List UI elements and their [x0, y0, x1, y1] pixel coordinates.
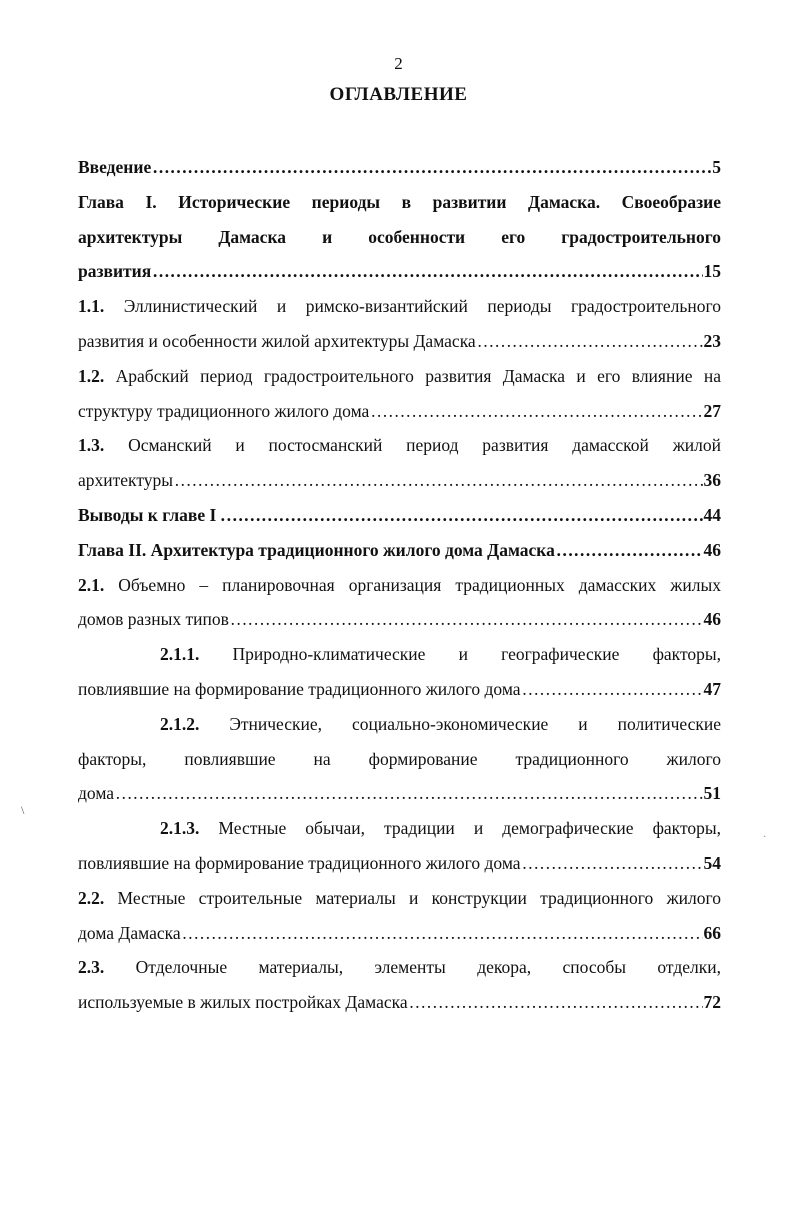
- toc-entry-title: [78, 776, 114, 811]
- toc-entry-title-text: Выводы к главе I .: [78, 504, 226, 525]
- toc-entry: [78, 150, 721, 185]
- toc-entry: [78, 637, 721, 707]
- toc-page-number: 15: [703, 261, 721, 282]
- toc-entry-title: [78, 846, 521, 881]
- toc-entry-last-line: [78, 394, 721, 429]
- toc-entry: [78, 498, 721, 533]
- dot-leader: [522, 846, 703, 881]
- toc-page-number: 46: [703, 609, 721, 630]
- dot-leader: [409, 985, 703, 1020]
- toc-entry-title: [78, 602, 229, 637]
- toc-entry-title: [78, 324, 476, 359]
- toc-entry-last-line: [78, 254, 721, 289]
- toc-entry-number: 2.1.1.: [160, 644, 200, 665]
- dot-leader: [152, 254, 702, 289]
- toc-entry-last-line: [78, 498, 721, 533]
- toc-entry-last-line: [78, 324, 721, 359]
- dot-leader: [115, 776, 702, 811]
- toc-entry-title: [78, 150, 151, 185]
- toc-entry: [78, 185, 721, 289]
- toc-entry-title-text: развития: [78, 261, 152, 282]
- toc-entry-last-line: [78, 846, 721, 881]
- toc-entry-text: Отделочные материалы, элементы декора, способы отделки,: [135, 957, 721, 978]
- toc-entry-line: [78, 811, 721, 846]
- toc-entry-title-text: развития и особенности жилой архитектуры Дамаска: [78, 330, 476, 351]
- toc-entry-text: Местные обычаи, традиции и демографические факторы,: [218, 818, 722, 839]
- toc-page-number: 47: [703, 678, 721, 699]
- toc-entry-last-line: [78, 533, 721, 568]
- toc-entry-number: 1.3.: [78, 435, 105, 456]
- toc-entry-number: 2.2.: [78, 887, 105, 908]
- toc-entry-number: 2.1.2.: [160, 713, 200, 734]
- toc-page-number: 23: [703, 330, 721, 351]
- scan-dot: ·: [763, 832, 767, 843]
- page-number: 2: [394, 54, 403, 73]
- toc-page-number: 66: [703, 922, 721, 943]
- dot-leader: [226, 498, 702, 533]
- toc-entry-title-text: структуру традиционного жилого дома: [78, 400, 370, 421]
- toc-entry-title: [78, 463, 173, 498]
- toc-entry-last-line: [78, 776, 721, 811]
- toc-entry-number: 2.1.: [78, 574, 105, 595]
- dot-leader: [370, 394, 702, 429]
- dot-leader: [174, 463, 703, 498]
- toc-entry-title: [78, 394, 369, 429]
- toc-entry-last-line: [78, 672, 721, 707]
- table-of-contents: [78, 150, 721, 1020]
- toc-entry-line: [78, 185, 721, 220]
- toc-page-number: 51: [703, 783, 721, 804]
- toc-entry: [78, 533, 721, 568]
- toc-entry-last-line: [78, 916, 721, 951]
- toc-entry-title-text: используемые в жилых постройках Дамаска: [78, 992, 408, 1013]
- toc-entry-last-line: [78, 150, 721, 185]
- toc-entry-title: [78, 533, 555, 568]
- toc-entry-title-text: Глава II. Архитектура традиционного жилого дома Дамаска: [78, 539, 555, 560]
- toc-page-number: 46: [703, 539, 721, 560]
- toc-entry-text: Объемно – планировочная организация традиционных дамасских жилых: [118, 574, 721, 595]
- dot-leader: [477, 324, 703, 359]
- toc-entry-line: [78, 359, 721, 394]
- toc-entry: [78, 428, 721, 498]
- toc-entry-text: Природно-климатические и географические факторы,: [232, 644, 721, 665]
- toc-entry: [78, 359, 721, 429]
- toc-entry-number: 2.3.: [78, 957, 105, 978]
- toc-entry-text: Этнические, социально-экономические и политические: [229, 713, 721, 734]
- toc-page-number: 54: [703, 852, 721, 873]
- toc-entry-last-line: [78, 985, 721, 1020]
- toc-entry-text: Османский и постосманский период развития дамасской жилой: [128, 435, 721, 456]
- toc-entry-title-text: домов разных типов: [78, 609, 229, 630]
- toc-entry-last-line: [78, 602, 721, 637]
- toc-entry-line: [78, 428, 721, 463]
- toc-page-number: 5: [712, 157, 721, 177]
- toc-entry-text: Местные строительные материалы и конструкции традиционного жилого: [117, 887, 721, 908]
- dot-leader: [152, 150, 711, 185]
- dot-leader: [522, 672, 703, 707]
- toc-entry-title-text: архитектуры: [78, 470, 173, 491]
- toc-page-number: 72: [703, 992, 721, 1013]
- toc-entry-title: [78, 985, 408, 1020]
- toc-entry-text: Эллинистический и римско-византийский периоды градостроительного: [123, 296, 721, 317]
- toc-entry-last-line: [78, 463, 721, 498]
- toc-entry-title-text: Введение: [78, 157, 152, 177]
- dot-leader: [556, 533, 703, 568]
- toc-entry-title: [78, 916, 181, 951]
- toc-entry-number: 1.2.: [78, 365, 105, 386]
- toc-entry-line: [78, 707, 721, 742]
- toc-page-number: 36: [703, 470, 721, 491]
- toc-entry-text: Глава I. Исторические периоды в развитии Дамаска. Своеобразие: [78, 191, 721, 212]
- scan-mark: \: [21, 803, 25, 817]
- toc-entry-title-text: повлиявшие на формирование традиционного жилого дома: [78, 678, 521, 699]
- toc-entry-title: [78, 498, 225, 533]
- toc-entry-text: Арабский период градостроительного развития Дамаска и его влияние на: [115, 365, 721, 386]
- toc-entry-line: [78, 742, 721, 777]
- toc-entry-line: [78, 950, 721, 985]
- toc-entry-line: [78, 220, 721, 255]
- toc-entry-title-text: дома Дамаска: [78, 922, 181, 943]
- toc-entry: [78, 950, 721, 1020]
- toc-page-number: 27: [703, 400, 721, 421]
- toc-entry-line: [78, 289, 721, 324]
- toc-entry: [78, 707, 721, 811]
- toc-entry-line: [78, 881, 721, 916]
- toc-entry-title: [78, 254, 151, 289]
- dot-leader: [182, 916, 703, 951]
- dot-leader: [230, 602, 703, 637]
- toc-entry-title: [78, 672, 521, 707]
- toc-entry: [78, 568, 721, 638]
- toc-entry: [78, 881, 721, 951]
- toc-entry-line: [78, 568, 721, 603]
- toc-entry-title-text: дома: [78, 783, 115, 804]
- toc-entry-title-text: повлиявшие на формирование традиционного жилого дома: [78, 852, 521, 873]
- toc-entry-number: 2.1.3.: [160, 818, 200, 839]
- toc-entry-number: 1.1.: [78, 296, 105, 317]
- toc-entry-line: [78, 637, 721, 672]
- toc-page-number: 44: [703, 504, 721, 525]
- toc-entry-text: факторы, повлиявшие на формирование традиционного жилого: [78, 748, 721, 769]
- toc-entry-text: архитектуры Дамаска и особенности его градостроительного: [78, 226, 721, 247]
- toc-entry: [78, 289, 721, 359]
- toc-entry: [78, 811, 721, 881]
- page-title: ОГЛАВЛЕНИЕ: [329, 84, 468, 105]
